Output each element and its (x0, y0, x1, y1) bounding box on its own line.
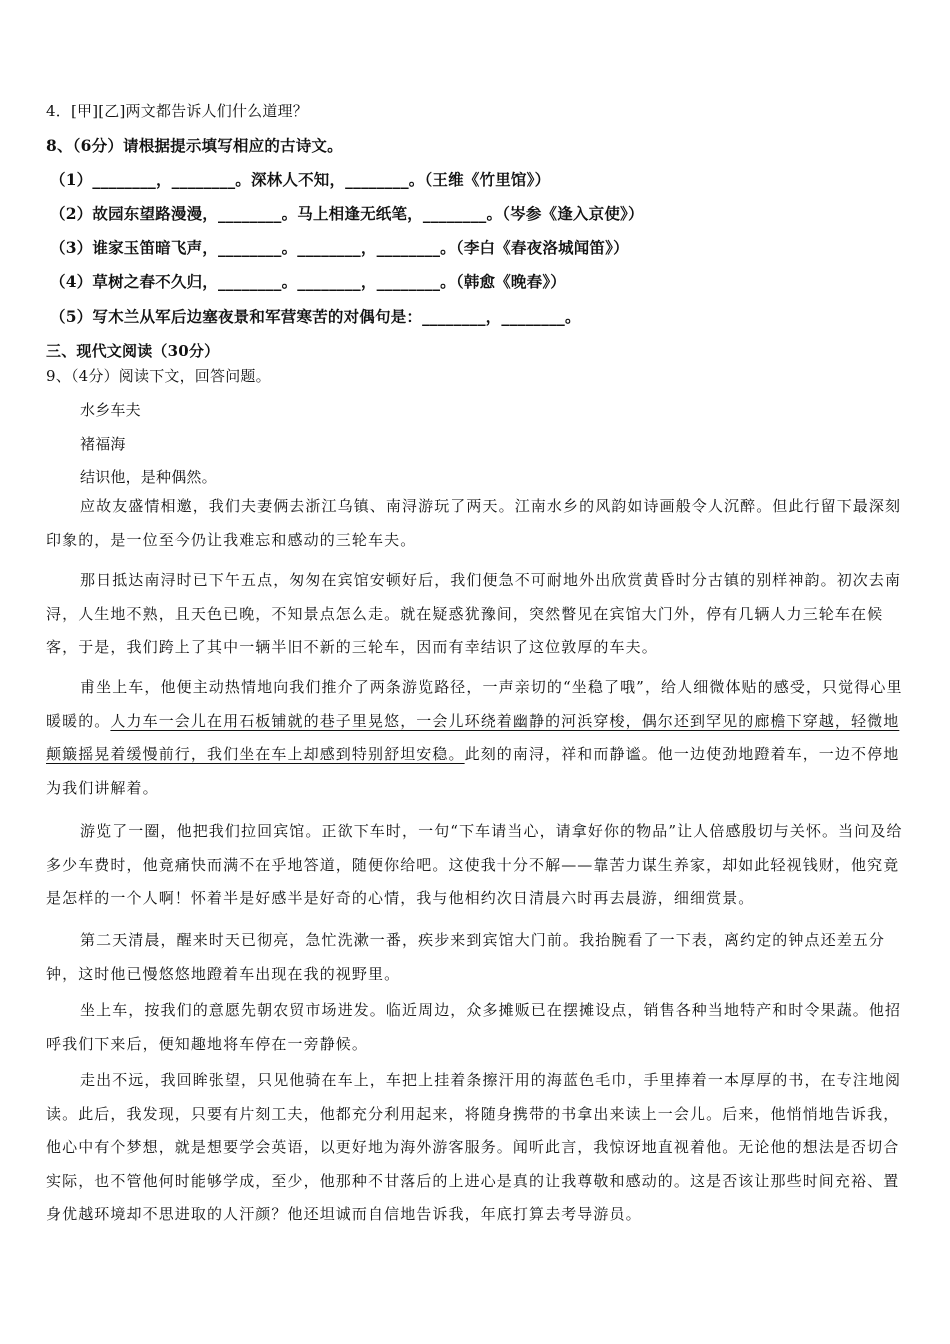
article-paragraph-1: 结识他，是种偶然。 (80, 468, 217, 486)
question-8-header: 8、（6分）请根据提示填写相应的古诗文。 (46, 136, 343, 155)
question-8-item-3: （3）谁家玉笛暗飞声，________。________，________。（李白《春夜洛城闻笛》） (50, 238, 629, 257)
paragraph-4-text-after: 此刻的南浔，祥和而静谧。他一边使劲地蹬着车，一边不停地为我们讲解着。 (46, 745, 900, 797)
question-8-item-1: （1）________，________。深林人不知，________。（王维《竹里馆》） (50, 170, 551, 189)
article-paragraph-4 (46, 671, 906, 805)
article-title: 水乡车夫 (80, 401, 141, 419)
paragraph-5-text: 游览了一圈，他把我们拉回宾馆。正欲下车时，一句“下车请当心，请拿好你的物品”让人倍感殷切与关怀。当问及给多少车费时，他竟痛快而满不在乎地答道，随便你给吧。这使我十分不解——靠苦力谋生养家，却如此轻视钱财，他究竟是怎样的一个人啊！怀着半是好感半是好奇的心情，我与他相约次日清晨六时再去晨游，细细赏景。 (46, 822, 903, 907)
paragraph-4-text-before: 甫坐上车，他便主动热情地向我们推介了两条游览路径，一声亲切的“坐稳了哦”，给人细微体贴的感受，只觉得心里暖暖的。 (46, 678, 903, 730)
question-8-item-4: （4）草树之春不久归，________。________，________。（韩愈《晚春》） (50, 272, 566, 291)
paragraph-3-text: 那日抵达南浔时已下午五点，匆匆在宾馆安顿好后，我们便急不可耐地外出欣赏黄昏时分古镇的别样神韵。初次去南浔，人生地不熟，且天色已晚，不知景点怎么走。就在疑惑犹豫间，突然瞥见在宾馆大门外，停有几辆人力三轮车在候客，于是，我们跨上了其中一辆半旧不新的三轮车，因而有幸结识了这位敦厚的车夫。 (46, 571, 902, 656)
article-paragraph-7 (46, 994, 906, 1061)
question-8-item-2: （2）故园东望路漫漫，________。马上相逢无纸笔，________。（岑参《逢入京使》） (50, 204, 644, 223)
paragraph-8-text: 走出不远，我回眸张望，只见他骑在车上，车把上挂着条擦汗用的海蓝色毛巾，手里捧着一本厚厚的书，在专注地阅读。此后，我发现，只要有片刻工夫，他都充分利用起来，将随身携带的书拿出来读上一会儿。后来，他悄悄地告诉我，他心中有个梦想，就是想要学会英语，以更好地为海外游客服务。闻听此言，我惊讶地直视着他。无论他的想法是否切合实际，也不管他何时能够学成，至少，他那种不甘落后的上进心是真的让我尊敬和感动的。这是否该让那些时间充裕、置身优越环境却不思进取的人汗颜？他还坦诚而自信地告诉我，年底打算去考导游员。 (46, 1071, 902, 1223)
paragraph-2-text: 应故友盛情相邀，我们夫妻俩去浙江乌镇、南浔游玩了两天。江南水乡的风韵如诗画般令人沉醉。但此行留下最深刻印象的，是一位至今仍让我难忘和感动的三轮车夫。 (46, 497, 902, 549)
question-8-item-5: （5）写木兰从军后边塞夜景和军营寒苦的对偶句是：________，________。 (50, 307, 581, 326)
article-paragraph-6 (46, 924, 906, 991)
article-paragraph-5 (46, 815, 906, 916)
article-author: 褚福海 (80, 435, 126, 453)
article-paragraph-2 (46, 490, 906, 557)
paragraph-6-text: 第二天清晨，醒来时天已彻亮，急忙洗漱一番，疾步来到宾馆大门前。我抬腕看了一下表，离约定的钟点还差五分钟，这时他已慢悠悠地蹬着车出现在我的视野里。 (46, 931, 886, 983)
question-4: 4．[甲][乙]两文都告诉人们什么道理？ (46, 102, 308, 120)
article-paragraph-3 (46, 564, 906, 665)
section-3-heading: 三、现代文阅读（30分） (46, 342, 220, 360)
article-paragraph-8 (46, 1064, 906, 1232)
question-9-header: 9、（4分）阅读下文，回答问题。 (46, 367, 271, 385)
paragraph-7-text: 坐上车，按我们的意愿先朝农贸市场进发。临近周边，众多摊贩已在摆摊设点，销售各种当地特产和时令果蔬。他招呼我们下来后，便知趣地将车停在一旁静候。 (46, 1001, 902, 1053)
underlined-sentence: 人力车一会儿在用石板铺就的巷子里晃悠，一会儿环绕着幽静的河浜穿梭，偶尔还到罕见的廊檐下穿越，轻微地颠簸摇晃着缓慢前行，我们坐在车上却感到特别舒坦安稳。 (46, 711, 900, 763)
